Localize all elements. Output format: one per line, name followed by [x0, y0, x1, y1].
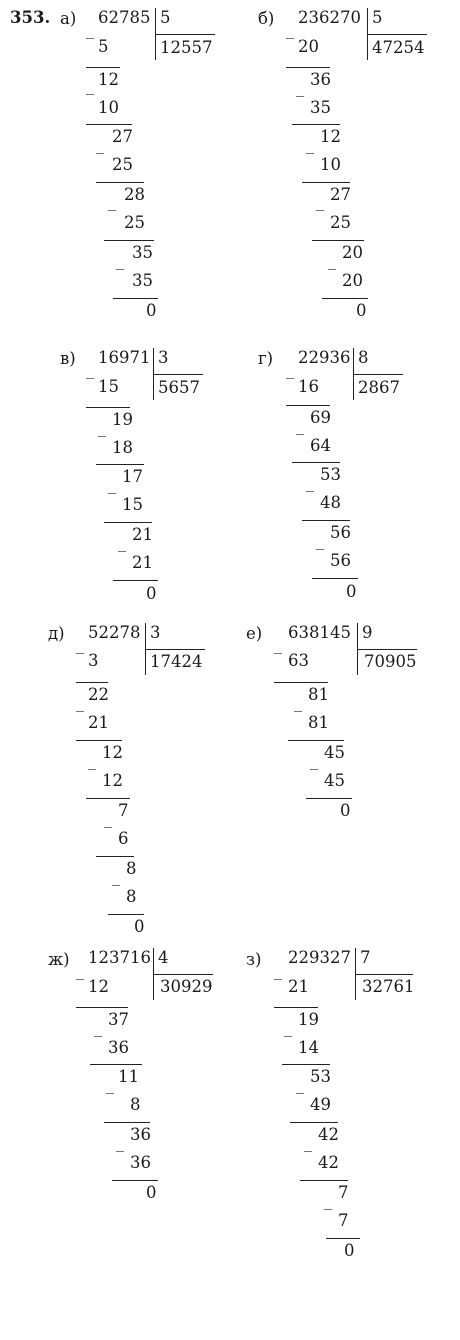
minus-sign: _ — [108, 475, 116, 494]
dividend: 16971 — [98, 348, 151, 367]
result-line — [292, 124, 340, 125]
minus-sign: _ — [86, 20, 94, 39]
remainder: 45 — [324, 743, 345, 762]
quotient-line — [155, 34, 215, 35]
quotient: 30929 — [160, 977, 213, 996]
remainder: 17 — [122, 467, 143, 486]
remainder: 22 — [88, 685, 109, 704]
dividend: 229327 — [288, 948, 351, 967]
remainder: 19 — [112, 410, 133, 429]
result-line — [76, 1007, 128, 1008]
remainder: 37 — [108, 1010, 129, 1029]
remainder: 11 — [118, 1067, 139, 1086]
quotient-line — [357, 649, 417, 650]
subtrahend: 45 — [324, 771, 345, 790]
minus-sign: _ — [296, 1075, 304, 1094]
result-line — [104, 1122, 150, 1123]
subtrahend: 56 — [330, 551, 351, 570]
minus-sign: _ — [284, 1018, 292, 1037]
minus-sign: _ — [88, 751, 96, 770]
subtrahend: 7 — [338, 1211, 349, 1230]
remainder: 12 — [98, 70, 119, 89]
quotient-line — [355, 974, 413, 975]
result-line — [274, 682, 328, 683]
minus-sign: _ — [296, 416, 304, 435]
quotient-line — [153, 374, 203, 375]
result-line — [326, 1238, 360, 1239]
minus-sign: _ — [316, 192, 324, 211]
minus-sign: _ — [296, 78, 304, 97]
result-line — [76, 740, 122, 741]
first-subtrahend: 15 — [98, 377, 119, 396]
quotient-line — [145, 649, 205, 650]
result-line — [96, 182, 144, 183]
final-remainder: 0 — [344, 1241, 355, 1260]
subtrahend: 6 — [118, 829, 129, 848]
quotient: 32761 — [362, 977, 415, 996]
subtrahend: 15 — [122, 495, 143, 514]
subtrahend: 21 — [132, 553, 153, 572]
dividend: 52278 — [88, 623, 141, 642]
minus-sign: _ — [86, 360, 94, 379]
remainder: 36 — [130, 1125, 151, 1144]
dividend: 123716 — [88, 948, 151, 967]
result-line — [288, 740, 344, 741]
quotient: 70905 — [364, 652, 417, 671]
problem-label: ж) — [48, 950, 70, 969]
remainder: 69 — [310, 408, 331, 427]
exercise-number: 353. — [10, 8, 51, 27]
quotient-line — [353, 374, 403, 375]
result-line — [322, 298, 368, 299]
remainder: 7 — [118, 801, 129, 820]
quotient-line — [153, 974, 213, 975]
divisor: 5 — [372, 8, 383, 27]
final-remainder: 0 — [146, 584, 157, 603]
divisor: 8 — [358, 348, 369, 367]
subtrahend: 8 — [126, 887, 137, 906]
minus-sign: _ — [316, 531, 324, 550]
result-line — [96, 464, 144, 465]
problem-label: а) — [60, 9, 77, 28]
final-remainder: 0 — [146, 301, 157, 320]
result-line — [286, 67, 330, 68]
subtrahend: 81 — [308, 713, 329, 732]
result-line — [292, 462, 340, 463]
remainder: 8 — [126, 859, 137, 878]
subtrahend: 48 — [320, 493, 341, 512]
remainder: 28 — [124, 185, 145, 204]
subtrahend: 25 — [124, 213, 145, 232]
quotient: 2867 — [358, 378, 400, 397]
result-line — [113, 580, 158, 581]
result-line — [274, 1007, 318, 1008]
quotient-line — [367, 34, 427, 35]
divisor: 9 — [362, 623, 373, 642]
remainder: 27 — [330, 185, 351, 204]
remainder: 27 — [112, 127, 133, 146]
minus-sign: _ — [306, 135, 314, 154]
result-line — [286, 405, 330, 406]
problem-label: д) — [48, 624, 65, 643]
result-line — [86, 798, 130, 799]
result-line — [113, 298, 158, 299]
problem-label: в) — [60, 349, 76, 368]
minus-sign: _ — [98, 418, 106, 437]
remainder: 12 — [102, 743, 123, 762]
result-line — [302, 182, 350, 183]
minus-sign: _ — [112, 867, 120, 886]
minus-sign: _ — [286, 360, 294, 379]
minus-sign: _ — [104, 809, 112, 828]
dividend: 236270 — [298, 8, 361, 27]
minus-sign: _ — [116, 251, 124, 270]
minus-sign: _ — [106, 1075, 114, 1094]
subtrahend: 25 — [112, 155, 133, 174]
remainder: 42 — [318, 1125, 339, 1144]
result-line — [104, 240, 154, 241]
remainder: 35 — [132, 243, 153, 262]
result-line — [108, 914, 144, 915]
minus-sign: _ — [96, 135, 104, 154]
result-line — [76, 682, 108, 683]
first-subtrahend: 21 — [288, 977, 309, 996]
subtrahend: 42 — [318, 1153, 339, 1172]
minus-sign: _ — [324, 1191, 332, 1210]
remainder: 53 — [320, 465, 341, 484]
minus-sign: _ — [306, 473, 314, 492]
minus-sign: _ — [94, 1018, 102, 1037]
subtrahend: 25 — [330, 213, 351, 232]
subtrahend: 10 — [320, 155, 341, 174]
quotient: 5657 — [158, 378, 200, 397]
minus-sign: _ — [76, 961, 84, 980]
problem-label: е) — [246, 624, 263, 643]
result-line — [300, 1180, 348, 1181]
result-line — [290, 1122, 338, 1123]
subtrahend: 14 — [298, 1038, 319, 1057]
first-subtrahend: 63 — [288, 651, 309, 670]
result-line — [86, 407, 130, 408]
minus-sign: _ — [286, 20, 294, 39]
result-line — [306, 798, 352, 799]
result-line — [312, 578, 358, 579]
subtrahend: 18 — [112, 438, 133, 457]
remainder: 7 — [338, 1183, 349, 1202]
result-line — [312, 240, 364, 241]
result-line — [302, 520, 350, 521]
first-subtrahend: 20 — [298, 37, 319, 56]
quotient: 47254 — [372, 38, 425, 57]
divisor: 3 — [158, 348, 169, 367]
quotient: 12557 — [160, 38, 213, 57]
quotient: 17424 — [150, 652, 203, 671]
remainder: 21 — [132, 525, 153, 544]
remainder: 19 — [298, 1010, 319, 1029]
minus-sign: _ — [328, 251, 336, 270]
result-line — [112, 1180, 158, 1181]
divisor: 4 — [158, 948, 169, 967]
result-line — [86, 124, 132, 125]
first-subtrahend: 5 — [98, 37, 109, 56]
minus-sign: _ — [118, 533, 126, 552]
dividend: 638145 — [288, 623, 351, 642]
minus-sign: _ — [294, 693, 302, 712]
first-subtrahend: 3 — [88, 651, 99, 670]
first-subtrahend: 12 — [88, 977, 109, 996]
minus-sign: _ — [86, 76, 94, 95]
minus-sign: _ — [108, 192, 116, 211]
minus-sign: _ — [274, 961, 282, 980]
minus-sign: _ — [76, 693, 84, 712]
minus-sign: _ — [116, 1133, 124, 1152]
subtrahend: 36 — [130, 1153, 151, 1172]
divisor: 5 — [160, 8, 171, 27]
remainder: 12 — [320, 127, 341, 146]
minus-sign: _ — [310, 751, 318, 770]
subtrahend: 64 — [310, 436, 331, 455]
minus-sign: _ — [76, 635, 84, 654]
result-line — [104, 522, 152, 523]
problem-label: г) — [258, 349, 274, 368]
problem-label: б) — [258, 9, 275, 28]
result-line — [86, 67, 120, 68]
first-subtrahend: 16 — [298, 377, 319, 396]
result-line — [90, 1064, 142, 1065]
subtrahend: 21 — [88, 713, 109, 732]
subtrahend: 35 — [132, 271, 153, 290]
remainder: 81 — [308, 685, 329, 704]
remainder: 20 — [342, 243, 363, 262]
minus-sign: _ — [274, 635, 282, 654]
subtrahend: 49 — [310, 1095, 331, 1114]
minus-sign: _ — [304, 1133, 312, 1152]
divisor: 7 — [360, 948, 371, 967]
result-line — [96, 856, 134, 857]
subtrahend: 8 — [130, 1095, 141, 1114]
remainder: 36 — [310, 70, 331, 89]
final-remainder: 0 — [340, 801, 351, 820]
subtrahend: 36 — [108, 1038, 129, 1057]
subtrahend: 12 — [102, 771, 123, 790]
final-remainder: 0 — [146, 1183, 157, 1202]
result-line — [282, 1064, 330, 1065]
final-remainder: 0 — [356, 301, 367, 320]
remainder: 53 — [310, 1067, 331, 1086]
subtrahend: 35 — [310, 98, 331, 117]
remainder: 56 — [330, 523, 351, 542]
divisor: 3 — [150, 623, 161, 642]
dividend: 62785 — [98, 8, 151, 27]
subtrahend: 20 — [342, 271, 363, 290]
final-remainder: 0 — [134, 917, 145, 936]
final-remainder: 0 — [346, 582, 357, 601]
subtrahend: 10 — [98, 98, 119, 117]
problem-label: з) — [246, 950, 262, 969]
dividend: 22936 — [298, 348, 351, 367]
